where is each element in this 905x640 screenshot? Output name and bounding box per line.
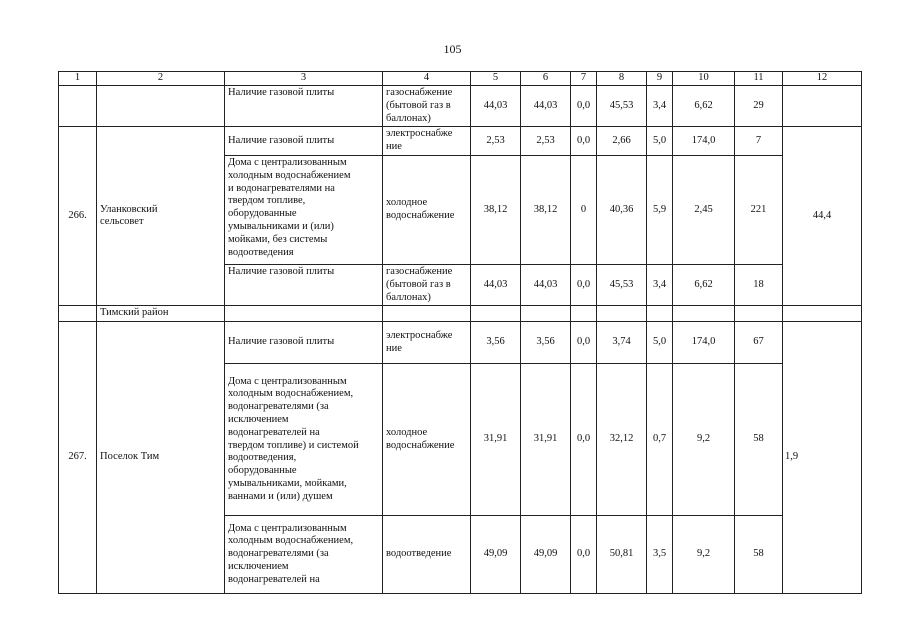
cell-value: 5,0 (647, 127, 673, 156)
cell-value: 2,66 (597, 127, 647, 156)
cell-col12: 44,4 (783, 127, 862, 306)
cell-value: 38,12 (521, 155, 571, 264)
column-header: 10 (673, 72, 735, 86)
cell-empty (97, 86, 225, 127)
cell-value: 0,7 (647, 364, 673, 516)
cell-service: газоснабжение (бытовой газ в баллонах) (383, 86, 471, 127)
cell-value: 221 (735, 155, 783, 264)
column-header: 9 (647, 72, 673, 86)
cell-value: 58 (735, 516, 783, 594)
cell-value: 0,0 (571, 127, 597, 156)
cell-description: Наличие газовой плиты (225, 264, 383, 305)
cell-value: 2,53 (471, 127, 521, 156)
column-number-row (59, 72, 862, 86)
cell-empty (59, 86, 97, 127)
cell-value: 32,12 (597, 364, 647, 516)
cell-service: газоснабжение (бытовой газ в баллонах) (383, 264, 471, 305)
cell-service: холодное водоснабжение (383, 155, 471, 264)
cell-service: электроснабже ние (383, 322, 471, 364)
municipality-name: Уланковский сельсовет (97, 127, 225, 306)
cell-description: Дома с централизованным холодным водоснабжением и водонагревателями на твердом топливе, оборудованные умывальниками и (или) мойками, без системы водоотведения (225, 155, 383, 264)
cell-empty (59, 306, 97, 322)
table-row (59, 322, 862, 364)
column-header: 5 (471, 72, 521, 86)
column-header: 7 (571, 72, 597, 86)
cell-value: 3,56 (471, 322, 521, 364)
cell-empty (521, 306, 571, 322)
cell-value: 49,09 (471, 516, 521, 594)
cell-value: 3,5 (647, 516, 673, 594)
cell-value: 9,2 (673, 516, 735, 594)
table-row (59, 127, 862, 156)
cell-value: 40,36 (597, 155, 647, 264)
cell-value: 0,0 (571, 322, 597, 364)
cell-value: 0,0 (571, 516, 597, 594)
cell-empty (471, 306, 521, 322)
cell-value: 67 (735, 322, 783, 364)
cell-value: 38,12 (471, 155, 521, 264)
cell-value: 0,0 (571, 86, 597, 127)
cell-description: Дома с централизованным холодным водоснабжением, водонагревателями (за исключением водонагревателей на твердом топливе) и системой водоотведения, оборудованные умывальниками, мойками, ваннами и (или) душем (225, 364, 383, 516)
row-number: 267. (59, 322, 97, 594)
column-header: 1 (59, 72, 97, 86)
column-header: 8 (597, 72, 647, 86)
cell-empty (571, 306, 597, 322)
cell-empty (783, 86, 862, 127)
cell-description: Наличие газовой плиты (225, 86, 383, 127)
cell-value: 0 (571, 155, 597, 264)
municipality-name: Поселок Тим (97, 322, 225, 594)
cell-value: 5,0 (647, 322, 673, 364)
cell-value: 0,0 (571, 264, 597, 305)
cell-empty (383, 306, 471, 322)
tariff-table (58, 71, 862, 594)
cell-value: 174,0 (673, 322, 735, 364)
row-number: 266. (59, 127, 97, 306)
cell-value: 50,81 (597, 516, 647, 594)
column-header: 4 (383, 72, 471, 86)
cell-col12: 1,9 (783, 322, 862, 594)
cell-value: 31,91 (521, 364, 571, 516)
cell-description: Наличие газовой плиты (225, 127, 383, 156)
cell-description: Дома с централизованным холодным водоснабжением, водонагревателями (за исключением водонагревателей на (225, 516, 383, 594)
cell-value: 18 (735, 264, 783, 305)
cell-value: 58 (735, 364, 783, 516)
cell-value: 0,0 (571, 364, 597, 516)
cell-service: электроснабже ние (383, 127, 471, 156)
cell-value: 5,9 (647, 155, 673, 264)
cell-value: 31,91 (471, 364, 521, 516)
cell-value: 29 (735, 86, 783, 127)
cell-value: 3,74 (597, 322, 647, 364)
column-header: 6 (521, 72, 571, 86)
cell-value: 7 (735, 127, 783, 156)
cell-empty (597, 306, 647, 322)
district-row (59, 306, 862, 322)
cell-value: 45,53 (597, 86, 647, 127)
cell-value: 2,53 (521, 127, 571, 156)
cell-value: 3,4 (647, 264, 673, 305)
column-header: 3 (225, 72, 383, 86)
district-name: Тимский район (97, 306, 225, 322)
cell-empty (783, 306, 862, 322)
cell-value: 44,03 (521, 264, 571, 305)
cell-value: 44,03 (471, 86, 521, 127)
column-header: 11 (735, 72, 783, 86)
cell-empty (673, 306, 735, 322)
cell-empty (225, 306, 383, 322)
cell-value: 44,03 (471, 264, 521, 305)
cell-service: водоотведение (383, 516, 471, 594)
cell-value: 2,45 (673, 155, 735, 264)
cell-value: 49,09 (521, 516, 571, 594)
cell-value: 3,56 (521, 322, 571, 364)
cell-service: холодное водоснабжение (383, 364, 471, 516)
column-header: 2 (97, 72, 225, 86)
cell-value: 174,0 (673, 127, 735, 156)
cell-description: Наличие газовой плиты (225, 322, 383, 364)
cell-value: 44,03 (521, 86, 571, 127)
cell-value: 9,2 (673, 364, 735, 516)
cell-empty (647, 306, 673, 322)
cell-value: 6,62 (673, 264, 735, 305)
cell-value: 45,53 (597, 264, 647, 305)
page-number: 105 (443, 42, 462, 56)
table-row (59, 86, 862, 127)
column-header: 12 (783, 72, 862, 86)
cell-value: 3,4 (647, 86, 673, 127)
cell-value: 6,62 (673, 86, 735, 127)
cell-empty (735, 306, 783, 322)
